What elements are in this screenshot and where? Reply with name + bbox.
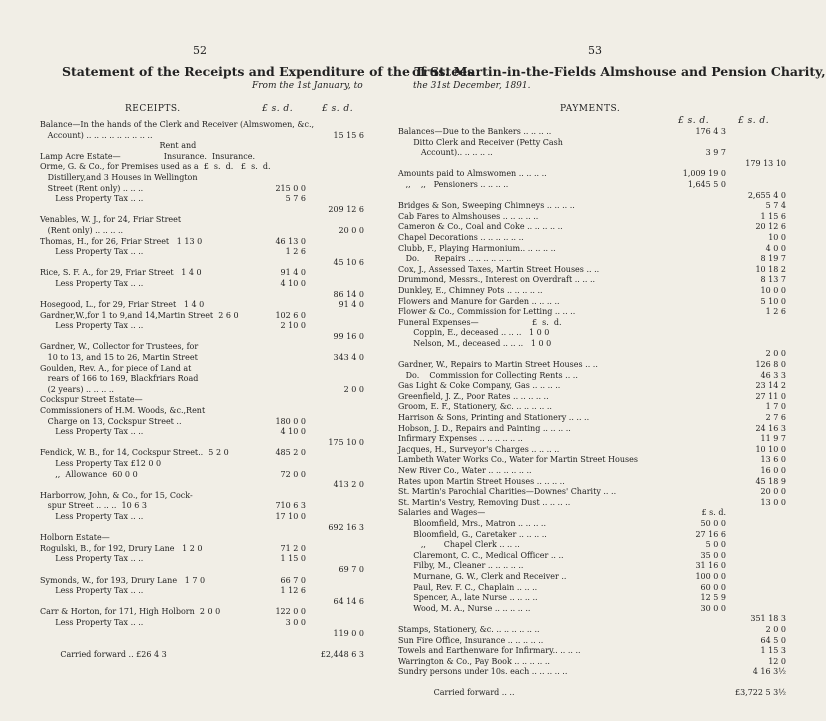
payments-line-text: Salaries and Wages—: [398, 508, 486, 518]
payments-line-text: Jacques, H., Surveyor's Charges .. .. .. ..: [398, 444, 560, 454]
payments-line: [398, 572, 783, 583]
payments-line: [398, 180, 783, 191]
receipts-line-text: Commissioners of H.M. Woods, &c.,Rent: [40, 406, 206, 416]
payments-amount-2: 2 0 0: [765, 624, 786, 634]
payments-line: [398, 402, 786, 413]
receipts-line: [40, 523, 370, 534]
payments-line: [398, 254, 786, 265]
payments-amount-2: 1 7 0: [765, 402, 786, 412]
payments-line-text: Lambeth Water Works Co., Water for Martin Street Houses: [398, 455, 638, 465]
receipts-amount-2: 20 0 0: [338, 225, 364, 235]
payments-line-text: Greenfield, J. Z., Poor Rates .. .. .. .. ..: [398, 391, 549, 401]
payments-amount-1: 27 16 6: [695, 529, 726, 539]
payments-line-text: Claremont, C. C., Medical Officer .. ..: [398, 550, 564, 560]
payments-line-text: Wood, M. A., Nurse .. .. .. .. ..: [398, 603, 531, 613]
receipts-amount-2: 119 0 0: [333, 628, 364, 638]
payments-line: [398, 530, 783, 541]
payments-line: [398, 190, 786, 202]
receipts-amount-1: 1 2 6: [285, 247, 306, 257]
receipts-line: [40, 205, 370, 216]
receipts-line: [40, 607, 370, 618]
payments-amount-2: 24 16 3: [755, 423, 786, 433]
receipts-line: [40, 152, 370, 163]
payments-line-text: Do. Commission for Collecting Rents .. ..: [398, 370, 578, 380]
receipts-line: [40, 512, 370, 523]
payments-amount-2: £3,722 5 3½: [734, 688, 786, 698]
payments-line-text: Bloomfield, G., Caretaker .. .. .. ..: [398, 529, 547, 539]
receipts-line: [40, 321, 370, 332]
payments-amount-2: 13 6 0: [760, 455, 786, 465]
receipts-line-text: Less Property Tax .. ..: [40, 554, 144, 564]
payments-line: [398, 201, 786, 212]
payments-amount-1: 30 0 0: [700, 603, 726, 613]
payments-line: [398, 169, 783, 180]
payments-amount-1: £ s. d.: [701, 508, 726, 518]
receipts-amount-1: 1 15 0: [280, 554, 306, 564]
payments-amount-2: 16 0 0: [760, 466, 786, 475]
receipts-amount-1: 91 4 0: [280, 268, 306, 278]
receipts-line: [40, 629, 370, 640]
receipts-amount-1: 102 6 0: [275, 310, 306, 320]
payments-amount-2: 13 0 0: [760, 497, 786, 507]
payments-amount-1: 5 0 0: [705, 540, 726, 550]
payments-line-text: St. Martin's Parochial Charities—Downes' Charity .. ..: [398, 487, 617, 497]
receipts-line: [40, 576, 370, 587]
payments-line-text: Infirmary Expenses .. .. .. .. .. ..: [398, 434, 523, 444]
payments-line: [398, 466, 786, 477]
receipts-line: [40, 480, 370, 491]
receipts-amount-2: 69 7 0: [338, 564, 364, 574]
receipts-amount-2: 99 16 0: [333, 331, 364, 341]
payments-amount-2: 179 13 10: [745, 158, 786, 168]
payments-amount-2: 5 10 0: [760, 296, 786, 306]
receipts-line: [40, 385, 370, 396]
receipts-line: [40, 395, 370, 406]
receipts-line-text: ,, Allowance 60 0 0: [40, 469, 138, 479]
payments-line-text: Towels and Earthenware for Infirmary.. .. .. ..: [398, 646, 581, 656]
payments-line: [398, 360, 786, 371]
receipts-line: [40, 406, 370, 417]
receipts-amount-1: 2 10 0: [280, 321, 306, 331]
payments-line-text: Sundry persons under 10s. each .. .. .. .. ..: [398, 667, 568, 677]
receipts-amount-1: 485 2 0: [275, 448, 306, 458]
payments-amount-1: 1,009 19 0: [682, 169, 726, 179]
receipts-line-text: Less Property Tax .. ..: [40, 321, 144, 331]
receipts-line-text: Less Property Tax .. ..: [40, 278, 144, 288]
receipts-line-text: Less Property Tax .. ..: [40, 194, 144, 204]
payments-line-text: Murnane, G. W., Clerk and Receiver ..: [398, 571, 567, 581]
payments-amount-2: 1 15 6: [760, 211, 786, 221]
payments-amount-2: 4 0 0: [765, 243, 786, 253]
receipts-line: [40, 237, 370, 248]
receipts-line-text: Balance—In the hands of the Clerk and Receiver (Almswomen, &c.,: [40, 120, 315, 129]
payments-line: [398, 138, 783, 149]
receipts-line-text: Holborn Estate—: [40, 533, 110, 543]
payments-amount-2: 5 7 4: [765, 201, 786, 211]
payments-line: [398, 434, 786, 445]
receipts-line: [40, 120, 370, 131]
receipts-line-text: Goulden, Rev. A., for piece of Land at: [40, 363, 192, 373]
receipts-column: [40, 120, 370, 660]
receipts-amount-1: 710 6 3: [275, 501, 306, 511]
payments-line-text: ,, ,, Pensioners .. .. .. ..: [398, 179, 509, 189]
payments-line-text: Groom, E. F., Stationery, &c. .. .. .. .. ..: [398, 402, 552, 412]
receipts-amount-2: 91 4 0: [338, 300, 364, 310]
payments-line: [398, 583, 783, 594]
payments-line-text: Sun Fire Office, Insurance .. .. .. .. ..: [398, 635, 544, 645]
payments-amount-1: 176 4 3: [695, 127, 726, 136]
receipts-line-text: Orme, G. & Co., for Premises used as a £ s. d. £ s. d.: [40, 162, 271, 172]
payments-amount-2: 11 9 7: [760, 434, 786, 444]
payments-line: [398, 497, 786, 509]
payments-line: [398, 328, 783, 339]
receipts-line: [40, 565, 370, 576]
receipts-line-text: Hosegood, L., for 29, Friar Street 1 4 0: [40, 300, 205, 310]
payments-line: [398, 667, 786, 678]
payments-line-text: Drummond, Messrs., Interest on Overdraft .. .. ..: [398, 275, 596, 285]
payments-line-text: Chapel Decorations .. .. .. .. .. ..: [398, 232, 524, 242]
payments-amount-2: 1 15 3: [760, 646, 786, 656]
payments-amount-2: 10 0: [768, 232, 786, 242]
receipts-line: [40, 533, 370, 544]
receipts-amount-2: 413 2 0: [333, 480, 364, 490]
receipts-line-text: 10 to 13, and 15 to 26, Martin Street: [40, 353, 198, 363]
payments-line-text: Balances—Due to the Bankers .. .. .. ..: [398, 127, 552, 136]
receipts-amount-1: 1 12 6: [280, 586, 306, 596]
title-left: Statement of the Receipts and Expenditure of the Trustees: [62, 64, 475, 79]
payments-line: [398, 349, 786, 360]
receipts-currency-head-2: £ s. d.: [322, 104, 354, 114]
payments-amount-2: 23 14 2: [755, 381, 786, 391]
payments-line-text: Flower & Co., Commission for Letting .. .. ..: [398, 307, 576, 317]
receipts-line-text: Carr & Horton, for 171, High Holborn 2 0 0: [40, 607, 221, 617]
receipts-amount-1: 72 0 0: [280, 469, 306, 479]
payments-line: [398, 339, 783, 350]
payments-line: [398, 413, 786, 424]
receipts-amount-1: 5 7 6: [285, 194, 306, 204]
payments-line-text: St. Martin's Vestry, Removing Dust .. .. .. ..: [398, 497, 571, 507]
payments-line: [398, 593, 783, 604]
receipts-amount-2: 45 10 6: [333, 257, 364, 267]
title-right: of St. Martin-in-the-Fields Almshouse and Pension Charity,: [412, 64, 826, 79]
payments-line: [398, 318, 783, 329]
receipts-line: [40, 353, 370, 364]
receipts-line: [40, 184, 370, 195]
payments-amount-2: 351 18 3: [750, 614, 786, 624]
receipts-amount-2: 692 16 3: [328, 522, 364, 532]
payments-amount-2: 2 0 0: [765, 349, 786, 359]
payments-line-text: Amounts paid to Almswomen .. .. .. ..: [398, 169, 547, 179]
payments-line: [398, 540, 783, 551]
receipts-line: [40, 639, 370, 650]
receipts-amount-1: 66 7 0: [280, 575, 306, 585]
receipts-line: [40, 374, 370, 385]
payments-line-text: Gas Light & Coke Company, Gas .. .. .. ..: [398, 381, 561, 391]
payments-amount-2: 8 19 7: [760, 254, 786, 264]
payments-amount-2: 10 10 0: [755, 444, 786, 454]
payments-line: [398, 678, 783, 689]
receipts-line: [40, 300, 370, 311]
payments-line-text: Paul, Rev. F. C., Chaplain .. .. ..: [398, 582, 538, 592]
payments-line-text: Dunkley, E., Chimney Pots .. .. .. .. ..: [398, 285, 543, 295]
receipts-amount-1: 180 0 0: [275, 416, 306, 426]
payments-line-text: Ditto Clerk and Receiver (Petty Cash: [398, 137, 563, 147]
receipts-line: [40, 131, 370, 142]
receipts-line: [40, 342, 370, 353]
payments-line: [398, 487, 786, 498]
receipts-amount-1: 3 0 0: [285, 617, 306, 627]
payments-line: [398, 370, 786, 382]
payments-amount-1: 1,645 5 0: [687, 179, 726, 189]
receipts-amount-1: 71 2 0: [280, 543, 306, 553]
receipts-line: [40, 268, 370, 279]
receipts-line-text: Less Property Tax .. ..: [40, 586, 144, 596]
receipts-amount-2: 15 15 6: [333, 130, 364, 140]
payments-line: [398, 455, 786, 466]
receipts-line-text: Fendick, W. B., for 14, Cockspur Street.. 5 2 0: [40, 448, 229, 458]
receipts-line-text: spur Street .. .. .. 10 6 3: [40, 501, 147, 511]
payments-line: [398, 604, 783, 615]
receipts-line-text: Venables, W. J., for 24, Friar Street: [40, 215, 182, 225]
receipts-line: [40, 417, 370, 428]
payments-line: [398, 656, 786, 668]
receipts-line: [40, 554, 370, 565]
receipts-line: [40, 459, 370, 470]
payments-amount-2: 64 5 0: [760, 635, 786, 645]
payments-line: [398, 614, 786, 625]
payments-line-text: Cab Fares to Almshouses .. .. .. .. ..: [398, 211, 539, 221]
payments-line: [398, 148, 783, 159]
payments-line-text: New River Co., Water .. .. .. .. .. ..: [398, 466, 532, 475]
receipts-amount-2: 2 0 0: [343, 384, 364, 394]
payments-line-text: Nelson, M., deceased .. .. .. 1 0 0: [398, 338, 552, 348]
payments-line-text: Rates upon Martin Street Houses .. .. .. ..: [398, 476, 565, 486]
payments-line: [398, 646, 786, 657]
payments-amount-1: 100 0 0: [695, 571, 726, 581]
receipts-line: [40, 427, 370, 438]
receipts-line: [40, 332, 370, 343]
payments-amount-2: 10 0 0: [760, 285, 786, 295]
payments-line-text: Flowers and Manure for Garden .. .. .. ..: [398, 296, 560, 306]
receipts-line: [40, 618, 370, 629]
receipts-line-text: (2 years) .. .. .. ..: [40, 384, 114, 394]
payments-amount-2: 8 13 7: [760, 275, 786, 285]
receipts-currency-head-1: £ s. d.: [262, 104, 294, 114]
receipts-line-text: Less Property Tax .. ..: [40, 247, 144, 257]
receipts-line: [40, 311, 370, 322]
subtitle-right: the 31st December, 1891.: [413, 81, 531, 91]
receipts-line-text: Lamp Acre Estate— Insurance. Insurance.: [40, 151, 256, 161]
payments-line: [398, 381, 786, 392]
receipts-line-text: Harborrow, John, & Co., for 15, Cock-: [40, 490, 193, 500]
receipts-line-text: Cockspur Street Estate—: [40, 395, 143, 405]
receipts-line: [40, 364, 370, 375]
payments-line: [398, 508, 783, 519]
receipts-line: [40, 226, 370, 237]
payments-line: [398, 285, 786, 297]
receipts-line: [40, 290, 370, 301]
payments-line: [398, 264, 786, 276]
receipts-amount-2: 64 14 6: [333, 596, 364, 606]
payments-amount-1: 12 5 9: [700, 593, 726, 603]
payments-line: [398, 296, 786, 308]
receipts-amount-1: 4 10 0: [280, 427, 306, 437]
receipts-line: [40, 470, 370, 481]
payments-line: [398, 222, 786, 233]
payments-line-text: Coppin, E., deceased .. .. .. 1 0 0: [398, 328, 550, 338]
receipts-line-text: Account) .. .. .. .. .. .. .. .. ..: [40, 130, 153, 140]
receipts-amount-2: £2,448 6 3: [320, 649, 364, 659]
payments-line: [398, 519, 783, 530]
payments-line-text: Bloomfield, Mrs., Matron .. .. .. ..: [398, 518, 546, 528]
receipts-amount-2: 86 14 0: [333, 289, 364, 299]
payments-amount-1: 50 0 0: [700, 518, 726, 528]
payments-line: [398, 444, 786, 456]
receipts-line: [40, 650, 370, 661]
receipts-amount-2: 209 12 6: [328, 204, 364, 214]
payments-amount-2: 2,655 4 0: [747, 190, 786, 200]
payments-column: [398, 127, 786, 699]
payments-amount-2: 20 12 6: [755, 222, 786, 232]
receipts-line: [40, 491, 370, 502]
payments-line-text: Warrington & Co., Pay Book .. .. .. .. ..: [398, 656, 550, 666]
payments-line-text: Cameron & Co., Coal and Coke .. .. .. .. ..: [398, 222, 563, 232]
receipts-line-text: Street (Rent only) .. .. ..: [40, 183, 144, 193]
payments-amount-1: 31 16 0: [695, 561, 726, 571]
payments-line: [398, 211, 786, 223]
payments-amount-2: 4 16 3½: [752, 667, 786, 677]
payments-line-text: Cox, J., Assessed Taxes, Martin Street Houses .. ..: [398, 264, 600, 274]
receipts-line-text: Gardner, W., Collector for Trustees, for: [40, 342, 199, 352]
payments-amount-2: 2 7 6: [765, 413, 786, 423]
payments-line-text: Clubb, F., Playing Harmonium.. .. .. .. ..: [398, 243, 556, 253]
payments-amount-1: 3 9 7: [705, 148, 726, 158]
payments-line-text: Do. Repairs .. .. .. .. .. ..: [398, 254, 512, 264]
payments-heading: PAYMENTS.: [560, 104, 621, 114]
payments-amount-2: 27 11 0: [755, 391, 786, 401]
receipts-amount-1: 4 10 0: [280, 278, 306, 288]
receipts-amount-1: 46 13 0: [275, 236, 306, 246]
receipts-line-text: Gardner,W.,for 1 to 9,and 14,Martin Street 2 6 0: [40, 310, 239, 320]
receipts-line-text: Symonds, W., for 193, Drury Lane 1 7 0: [40, 575, 206, 585]
receipts-line-text: Less Property Tax .. ..: [40, 617, 144, 627]
payments-line-text: ,, Chapel Clerk .. .. ..: [398, 540, 520, 550]
payments-line-text: Harrison & Sons, Printing and Stationery .. .. ..: [398, 413, 590, 423]
payments-amount-2: 45 18 9: [755, 476, 786, 486]
payments-line-text: Gardner, W., Repairs to Martin Street Houses .. ..: [398, 360, 598, 370]
payments-line: [398, 158, 786, 170]
receipts-amount-2: 343 4 0: [333, 353, 364, 363]
payments-amount-2: 1 2 6: [765, 307, 786, 317]
receipts-line: [40, 438, 370, 449]
receipts-line: [40, 194, 370, 205]
payments-line: [398, 561, 783, 572]
payments-amount-2: 10 18 2: [755, 264, 786, 274]
payments-line: [398, 391, 786, 403]
payments-line: [398, 307, 786, 318]
receipts-line: [40, 279, 370, 290]
payments-line-text: Account).. .. .. .. ..: [398, 148, 493, 158]
payments-line: [398, 635, 786, 647]
receipts-heading: RECEIPTS.: [125, 104, 181, 114]
receipts-line-text: rears of 166 to 169, Blackfriars Road: [40, 374, 199, 384]
payments-line-text: Spencer, A., late Nurse .. .. .. ..: [398, 593, 538, 603]
payments-currency-head-2: £ s. d.: [738, 116, 770, 126]
receipts-line-text: Rogulski, B., for 192, Drury Lane 1 2 0: [40, 543, 203, 553]
payments-line: [398, 688, 786, 699]
payments-line: [398, 624, 786, 636]
receipts-line: [40, 258, 370, 269]
receipts-line-text: Carried forward .. £26 4 3: [40, 649, 167, 659]
payments-line-text: Stamps, Stationery, &c. .. .. .. .. .. ..: [398, 624, 540, 634]
receipts-line-text: Distillery,and 3 Houses in Wellington: [40, 172, 198, 182]
payments-line-text: Bridges & Son, Sweeping Chimneys .. .. .. ..: [398, 201, 575, 211]
payments-line: [398, 127, 783, 138]
payments-currency-head-1: £ s. d.: [678, 116, 710, 126]
subtitle-left: From the 1st January, to: [252, 81, 363, 91]
receipts-line-text: (Rent only) .. .. .. ..: [40, 225, 124, 235]
payments-line-text: Carried forward .. ..: [398, 688, 515, 698]
payments-line-text: Filby, M., Cleaner .. .. .. .. ..: [398, 561, 524, 571]
payments-line: [398, 275, 786, 286]
payments-line: [398, 551, 783, 562]
receipts-amount-1: 17 10 0: [275, 511, 306, 521]
payments-amount-1: 60 0 0: [700, 582, 726, 592]
payments-line-text: Hobson, J. D., Repairs and Painting .. .. .. ..: [398, 423, 571, 433]
receipts-line-text: Less Property Tax .. ..: [40, 427, 144, 437]
receipts-line: [40, 162, 370, 173]
receipts-line-text: Less Property Tax £12 0 0: [40, 459, 162, 468]
receipts-line-text: Thomas, H., for 26, Friar Street 1 13 0: [40, 236, 203, 246]
receipts-line-text: Charge on 13, Cockspur Street ..: [40, 416, 182, 426]
receipts-line-text: Rent and: [40, 141, 197, 151]
receipts-line: [40, 141, 370, 152]
payments-line: [398, 423, 786, 435]
receipts-line-text: Less Property Tax .. ..: [40, 511, 144, 521]
receipts-amount-1: 215 0 0: [275, 183, 306, 193]
receipts-amount-1: 122 0 0: [275, 607, 306, 617]
receipts-line: [40, 247, 370, 258]
payments-line: [398, 243, 786, 255]
receipts-line: [40, 215, 370, 226]
page-number-left: 52: [193, 44, 207, 57]
payments-amount-1: 35 0 0: [700, 550, 726, 560]
receipts-line: [40, 501, 370, 512]
receipts-line: [40, 173, 370, 184]
payments-line: [398, 232, 786, 244]
payments-amount-2: 126 8 0: [755, 360, 786, 370]
payments-line-text: Funeral Expenses— £ s. d.: [398, 317, 562, 327]
receipts-amount-2: 175 10 0: [328, 437, 364, 447]
receipts-line-text: Rice, S. F. A., for 29, Friar Street 1 4 0: [40, 268, 202, 278]
payments-amount-2: 12 0: [768, 656, 786, 666]
receipts-line: [40, 597, 370, 608]
payments-line: [398, 476, 786, 488]
payments-amount-2: 20 0 0: [760, 487, 786, 497]
receipts-line: [40, 448, 370, 459]
receipts-line: [40, 544, 370, 555]
payments-amount-2: 46 3 3: [760, 370, 786, 380]
receipts-line: [40, 586, 370, 597]
page-number-right: 53: [588, 44, 602, 57]
